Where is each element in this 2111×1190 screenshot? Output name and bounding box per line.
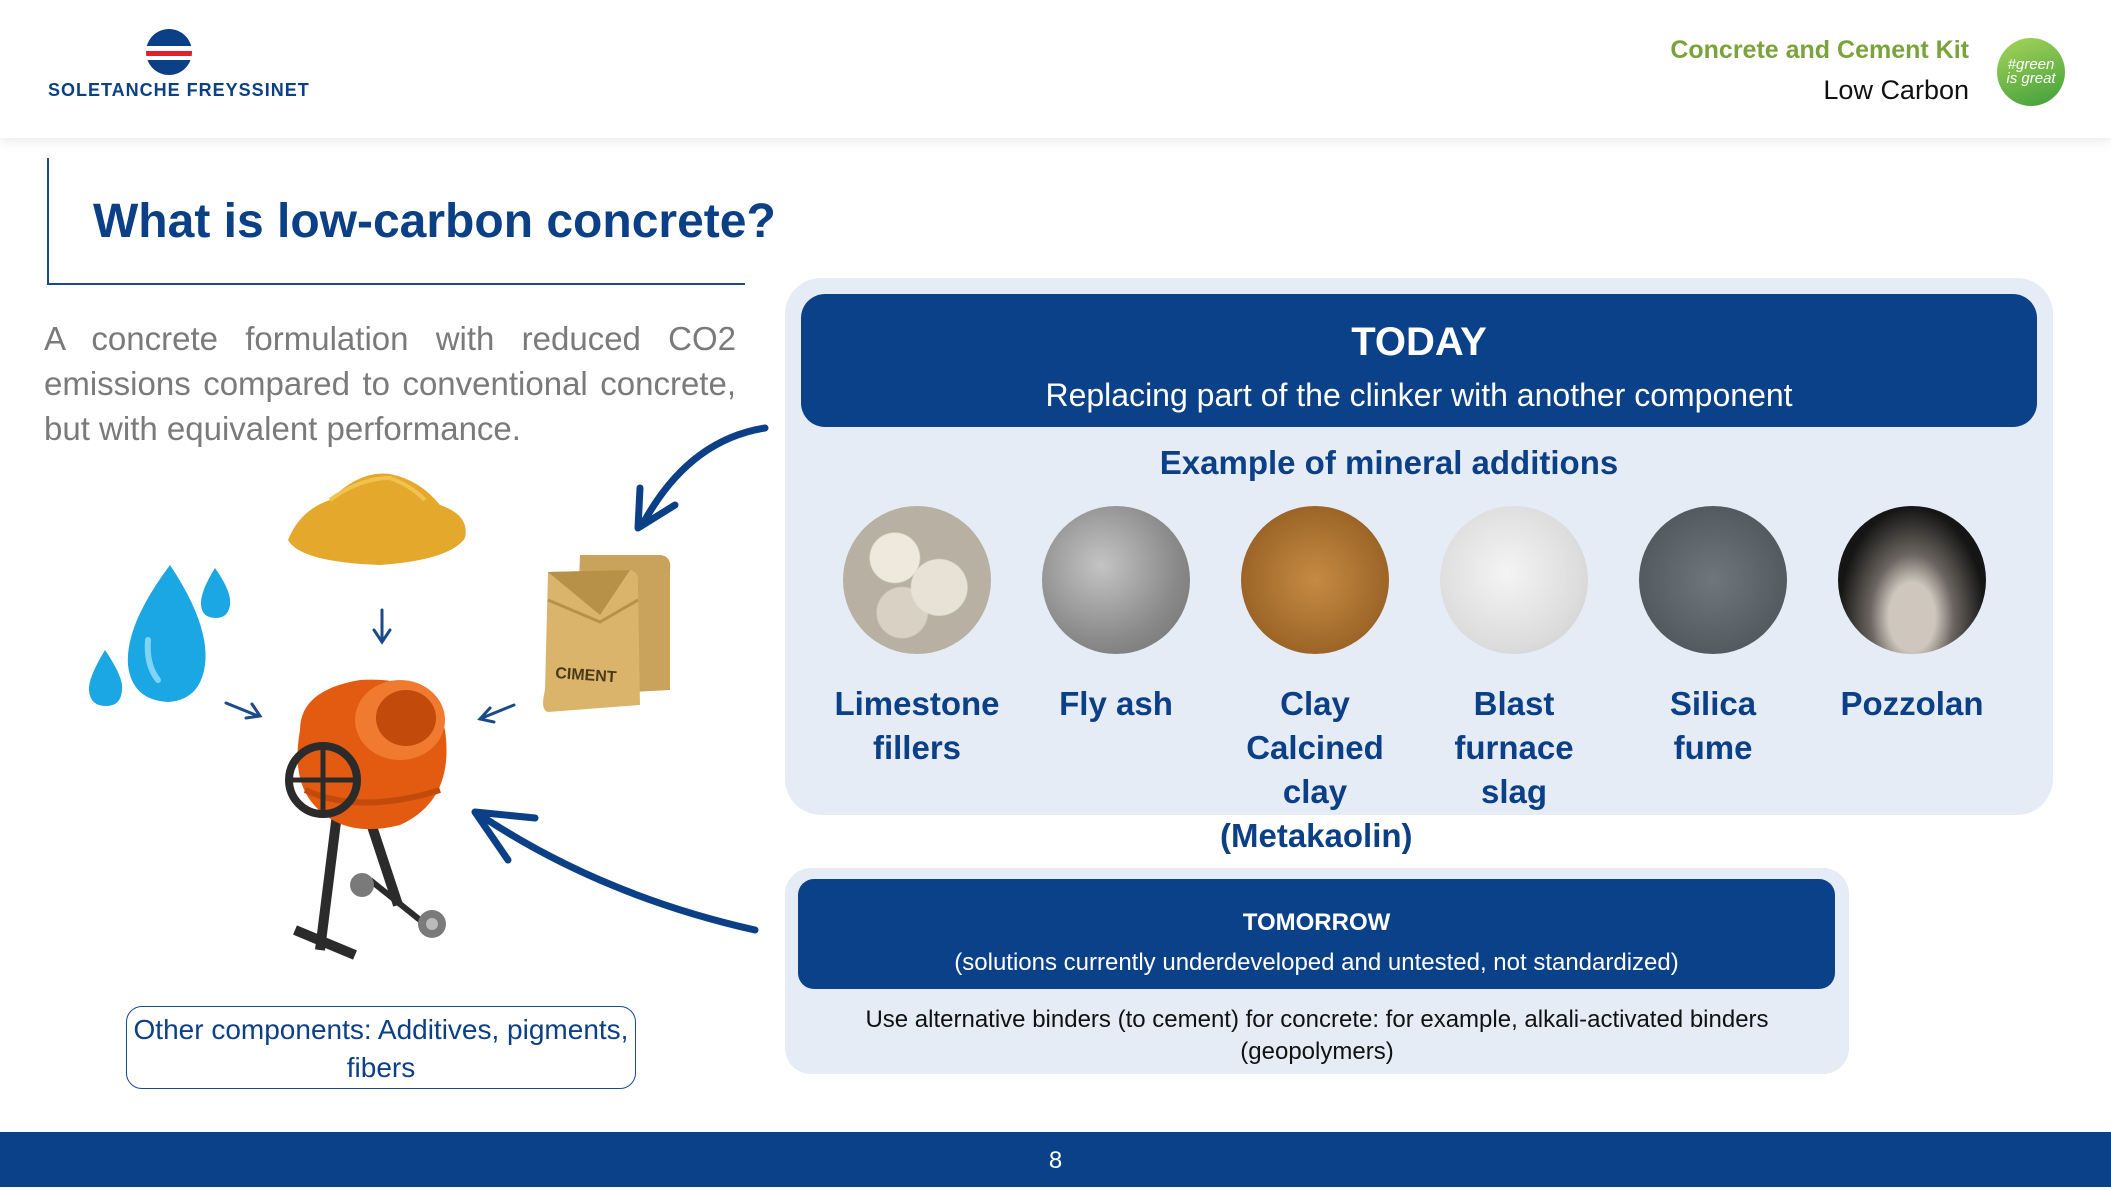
mineral-label: Pozzolan — [1840, 685, 1984, 722]
concrete-mixing-illustration — [0, 0, 800, 1000]
clay-image — [1241, 506, 1389, 654]
mineral-pozzolan — [1817, 506, 2007, 726]
pozzolan-image — [1838, 506, 1986, 654]
cement-mixer-icon — [289, 680, 447, 955]
arrow-from-today-icon — [645, 428, 765, 520]
mineral-label: Silica fume — [1669, 685, 1757, 766]
arrow-from-tomorrow-icon — [480, 815, 755, 930]
arrow-cement-icon — [480, 705, 514, 722]
cement-bags-icon — [543, 555, 670, 712]
today-title: TODAY — [1351, 320, 1487, 364]
tomorrow-panel — [785, 868, 1849, 1074]
brand-name: SOLETANCHE FREYSSINET — [48, 80, 310, 100]
mineral-fly-ash — [1021, 506, 1211, 726]
mineral-blast-furnace-slag — [1419, 506, 1609, 814]
cement-bag-label: CIMENT — [554, 665, 618, 687]
badge-line-2: is great — [2006, 70, 2056, 87]
mineral-silica-fume — [1618, 506, 1808, 770]
water-drops-icon — [89, 565, 230, 706]
arrow-sand-icon — [374, 610, 390, 642]
kit-label — [1670, 36, 1969, 106]
silica-fume-image — [1639, 506, 1787, 654]
kit-title: Concrete and Cement Kit — [1670, 36, 1969, 64]
today-header — [801, 294, 2037, 427]
today-panel — [785, 278, 2053, 854]
badge-line-1: #green — [2007, 56, 2055, 73]
other-components-box: Other components: Additives, pigments, fibers — [126, 1006, 636, 1089]
mineral-label: Fly ash — [1059, 685, 1173, 722]
mineral-additions-title: Example of mineral additions — [1159, 444, 1619, 481]
tomorrow-title: TOMORROW — [1242, 909, 1391, 936]
page-title: What is low-carbon concrete? — [93, 195, 776, 248]
mineral-clay — [1220, 506, 1413, 858]
mineral-label: Clay Calcined clay (Metakaolin) — [1220, 685, 1413, 854]
today-subtitle: Replacing part of the clinker with another component — [1045, 377, 1793, 413]
sand-pile-icon — [288, 474, 466, 565]
tomorrow-body: Use alternative binders (to cement) for concrete: for example, alkali-activated binders (geopolymers) — [865, 1006, 1769, 1065]
page-number: 8 — [1048, 1147, 1063, 1174]
tomorrow-header — [798, 879, 1835, 989]
green-is-great-badge — [1997, 38, 2065, 106]
tomorrow-subtitle: (solutions currently underdeveloped and untested, not standardized) — [954, 949, 1679, 976]
limestone-image — [843, 506, 991, 654]
kit-subtitle: Low Carbon — [1823, 75, 1969, 105]
footer-bar — [0, 1132, 2111, 1187]
mineral-limestone-fillers — [822, 506, 1012, 770]
mineral-label: Limestone fillers — [834, 685, 1000, 766]
intro-paragraph: A concrete formulation with reduced CO2 emissions compared to conventional concrete, but with equivalent performance. — [44, 320, 736, 447]
arrow-water-icon — [226, 703, 260, 718]
slag-image — [1440, 506, 1588, 654]
mineral-label: Blast furnace slag — [1454, 685, 1574, 810]
fly-ash-image — [1042, 506, 1190, 654]
